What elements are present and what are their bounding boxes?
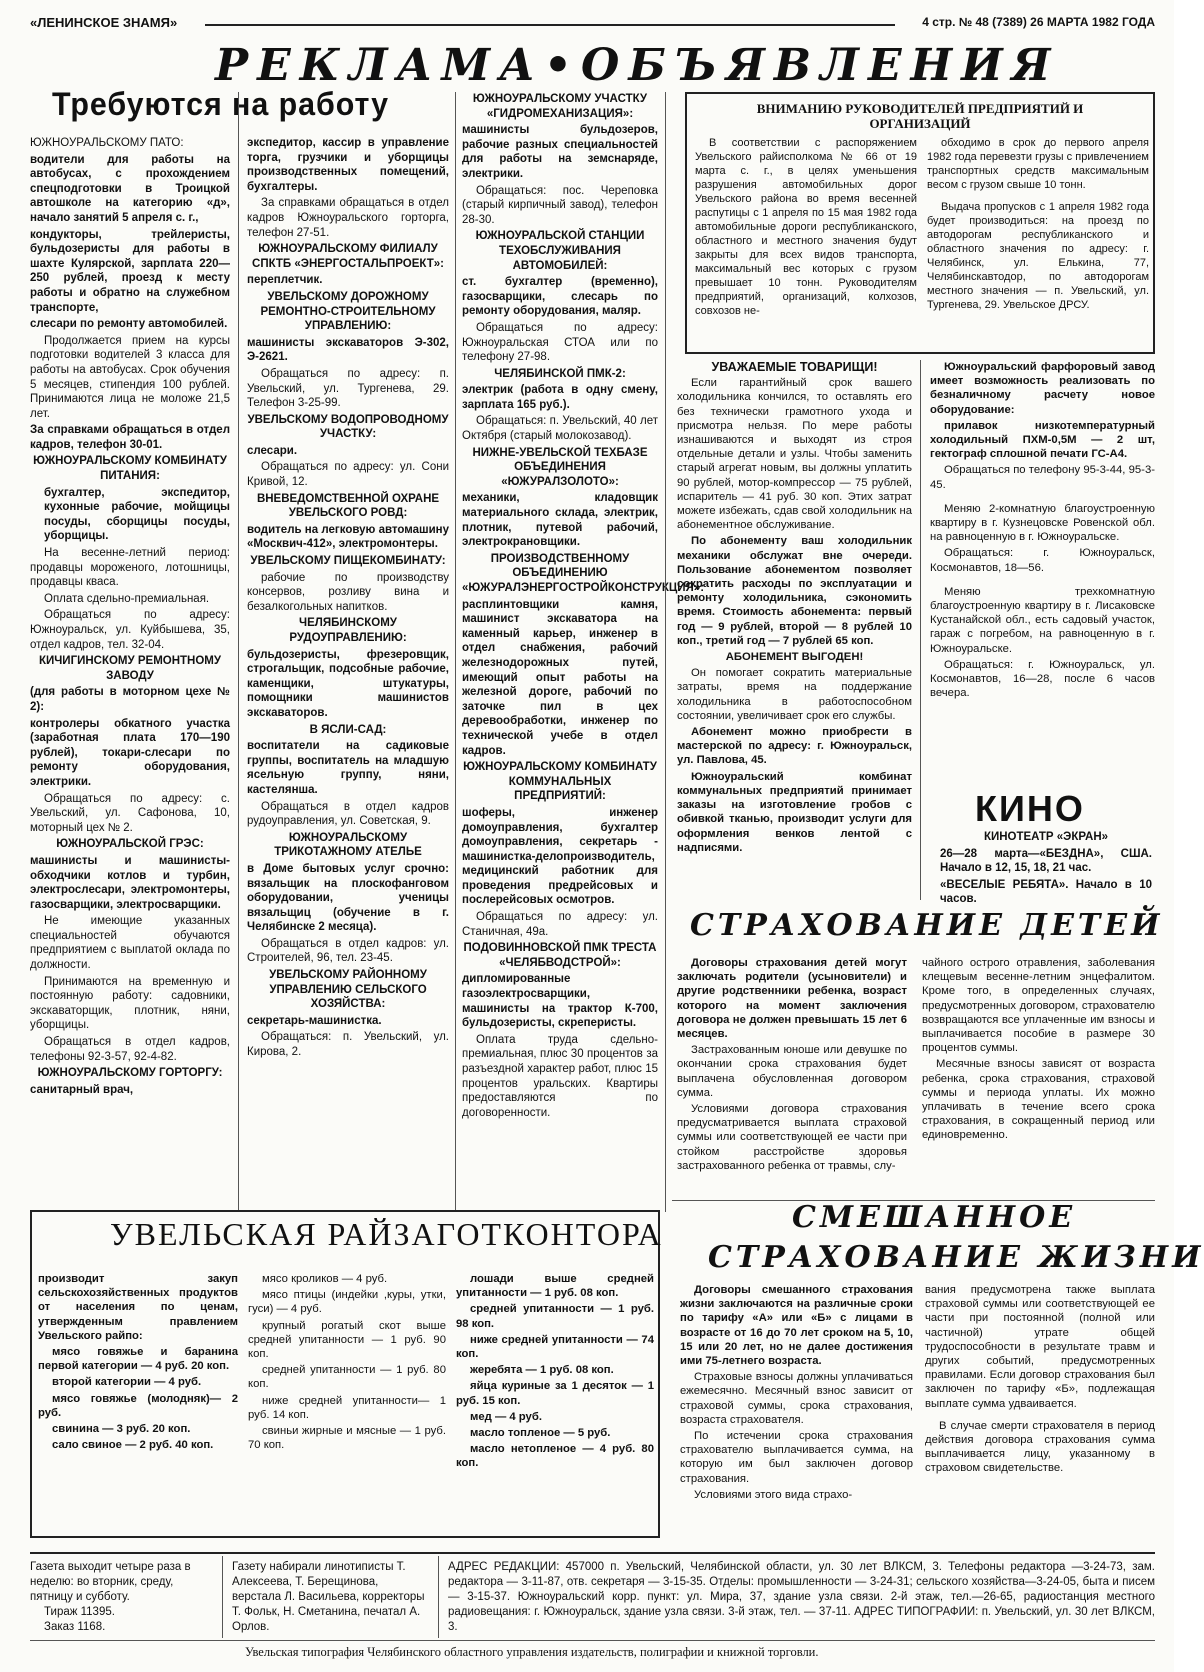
insurance-text: Договоры смешанного страхования жизни заключаются на различные сроки по тарифу «А» или «Б» с лицами в возрасте от 16 до 70 лет сроком на 5, 10, 15 или 20 лет, но не далее достижения ими 75-летнего возраста. [680,1284,913,1368]
job-ad-heading: ЧЕЛЯБИНСКОМУ РУДОУПРАВЛЕНИЮ: [289,617,407,644]
procurement-price: мясо говяжье и баранина первой категории — 4 руб. 20 коп. [38,1346,238,1373]
cinema-showing: 26—28 марта—«БЕЗДНА», США. Начало в 12, 15, 18, 21 час. [940,847,1152,874]
fridge-ad-subtitle: АБОНЕМЕНТ ВЫГОДЕН! [725,651,864,664]
porcelain-ad-text: Обращаться по телефону 95-3-44, 95-3-45. [930,464,1155,491]
footer-text: Заказ 1168. [44,1621,106,1633]
job-ad-text: Не имеющие указанных специальностей обучаются предприятием с выплатой оклада по должности. [30,915,230,972]
insurance-text: Страховые взносы должны уплачиваться ежемесячно. Месячный взнос зависит от страховой суммы, срока страхования, возраста страхователя. [680,1371,913,1426]
job-ad-text: слесари по ремонту автомобилей. [30,318,228,331]
job-ad-heading: ЮЖНОУРАЛЬСКОЙ СТАНЦИИ ТЕХОБСЛУЖИВАНИЯ АВТОМОБИЛЕЙ: [475,230,645,272]
notice-paragraph: В соответствии с распоряжением Увельского райисполкома № 66 от 19 марта с. г., в целях уменьшения разрушения автомобильных дорог Увельского района во время весенней распутицы с 1 апреля по 15 мая 1982 года автомобильные дороги республиканского, областного и местного значения будут закрыты для всех видов транспорта, максимальный вес которых с грузом превышает 10 тонн. Руководителям предприятий, организаций, колхозов, совхозов не- [695,137,917,317]
job-ad-text: контролеры обкатного участка (заработная плата 170—190 рублей), токари-слесари по ремонту оборудования, электрики. [30,717,230,788]
insurance-text: Месячные взносы зависят от возраста ребенка, срока страхования, страховой суммы и периода уплаты. Их можно уплачивать в течение всего срока страхования, в сокращенный период или единовременно. [922,1058,1155,1142]
procurement-price: масло топленое — 5 руб. [470,1427,611,1440]
cinema-schedule [940,830,1152,905]
fridge-ad-text: Абонемент можно приобрести в мастерской по адресу: г. Южноуральск, ул. Павлова, 45. [677,726,912,767]
job-ad-text: Обращаться в отдел кадров рудоуправления, ул. Советская, 9. [247,800,449,828]
job-ad-text: Обращаться по адресу: Южноуральская СТОА или по телефону 27-98. [462,321,658,364]
job-ad-heading: УВЕЛЬСКОМУ ВОДОПРОВОДНОМУ УЧАСТКУ: [247,413,449,441]
job-ad-heading: КИЧИГИНСКОМУ РЕМОНТНОМУ ЗАВОДУ [38,655,222,682]
job-ad-text: Обращаться в отдел кадров: ул. Строителей, 96, тел. 23-45. [247,937,449,965]
procurement-col-1 [38,1272,238,1534]
masthead-rule [205,24,895,26]
job-ad-text: ст. бухгалтер (временно), газосварщики, слесарь по ремонту оборудования, маляр. [462,276,658,318]
procurement-title: УВЕЛЬСКАЯ РАЙЗАГОТКОНТОРА [110,1216,663,1252]
jobs-column-3 [462,92,705,1216]
procurement-price: сало свиное — 2 руб. 40 коп. [52,1439,214,1452]
footer-rule [30,1640,1155,1641]
footer-rule [222,1556,223,1638]
job-ad-text: Обращаться: п. Увельский, ул. Кирова, 2. [247,1031,449,1059]
job-ad-text: слесари. [247,444,298,457]
apartment-exchange-text: Обращаться: г. Южноуральск, ул. Космонавтов, 16—28, после 6 часов вечера. [930,658,1155,700]
fridge-ad-title: УВАЖАЕМЫЕ ТОВАРИЩИ! [711,360,878,374]
job-ad-text: Принимаются на временную и постоянную работу: садовники, экскаваторщик, плотник, няни, уборщицы. [30,975,230,1032]
job-ad-heading: ЮЖНОУРАЛЬСКОМУ ТРИКОТАЖНОМУ АТЕЛЬЕ [274,831,422,859]
job-ad-heading: ЮЖНОУРАЛЬСКОМУ ГОРТОРГУ: [37,1067,223,1080]
job-ad-text: водители для работы на автобусах, с прохождением спецподготовки в Троицкой автошколе на категорию «д», начало занятий 5 апреля с. г., [30,153,230,224]
coffin-service-text: Южноуральский комбинат коммунальных предприятий принимает заказы на изготовление гробов с обивкой тканью, производит услуги для оформления венков лентой с надписями. [677,770,912,854]
procurement-price: второй категории — 4 руб. [52,1376,202,1389]
procurement-price: крупный рогатый скот выше средней упитанности — 1 руб. 90 коп. [248,1319,446,1361]
job-ad-text: Оплата сдельно-премиальная. [44,592,210,605]
issue-info: 4 стр. № 48 (7389) 26 МАРТА 1982 ГОДА [922,15,1155,29]
job-ad-text: кондукторы, трейлеристы, бульдозеристы для работы в шахте Кулярской, зарплата 220—250 рублей, проезд к месту работы и обратно на служебном транспорте, [30,228,230,314]
job-ad-text: Обращаться по адресу: Южноуральск, ул. Куйбышева, 35, отдел кадров, тел. 32-04. [30,609,230,651]
procurement-price: масло нетопленое — 4 руб. 80 коп. [456,1443,654,1470]
porcelain-ad-text: прилавок низкотемпературный холодильный ПХМ-0,5М — 2 шт, гектограф сплошной печати ГС-А4. [930,419,1155,461]
job-ad-heading: УВЕЛЬСКОМУ ПИЩЕКОМБИНАТУ: [250,555,446,568]
job-ad-heading: ПОДОВИННОВСКОЙ ПМК ТРЕСТА «ЧЕЛЯБВОДСТРОЙ»: [463,942,657,969]
child-insurance-title: СТРАХОВАНИЕ ДЕТЕЙ [690,908,1164,943]
job-ad-heading: НИЖНЕ-УВЕЛЬСКОЙ ТЕХБАЗЕ ОБЪЕДИНЕНИЯ «ЮЖУРАЛЗОЛОТО»: [472,446,648,488]
insurance-text: вания предусмотрена также выплата страховой суммы или соответствующей ее части при постоянной (полной или частичной) утрате общей трудоспособности в результате травм и других событий, предусмотренных правилами. Если договор страхования был заключен по тарифу «Б», подлежащая выплате сумма удваивается. [925,1284,1155,1410]
job-ad-heading: ЧЕЛЯБИНСКОЙ ПМК-2: [494,367,626,380]
footer-text: Газета выходит четыре раза в неделю: во вторник, среду, пятницу и субботу. [30,1561,191,1603]
procurement-price: лошади выше средней упитанности — 1 руб. 08 коп. [456,1273,654,1300]
job-ad-text: машинисты и машинисты-обходчики котлов и турбин, электрослесари, электромонтеры, газосварщики, электросварщики. [30,854,230,911]
cinema-name: КИНОТЕАТР «ЭКРАН» [983,831,1109,843]
job-ad-text: На весенне-летний период: продавцы мороженого, лотошницы, продавцы кваса. [30,547,230,589]
job-ad-text: Оплата труда сдельно-премиальная, плюс 30 процентов за разъездной характер работ, плюс 15 процентов уральских. Квартиры предоставляются по договоренности. [462,1033,658,1119]
procurement-price: мед — 4 руб. [470,1410,542,1423]
job-ad-text: Обращаться: п. Увельский, 40 лет Октября (старый молокозавод). [462,415,658,443]
cinema-showing: «ВЕСЕЛЫЕ РЕБЯТА». Начало в 10 часов. [940,878,1152,905]
notice-box [685,92,1155,354]
job-ad-text: Обращаться по адресу: с. Увельский, ул. Сафонова, 10, моторный цех № 2. [30,792,230,834]
child-insurance-left [677,956,907,1202]
job-ad-text: Обращаться: пос. Череповка (старый кирпичный завод), телефон 28-30. [462,184,658,226]
mixed-insurance-title-1: СМЕШАННОЕ [792,1200,1077,1235]
apartment-exchange-text: Меняю 2-комнатную благоустроенную квартиру в г. Кузнецовске Ровенской обл. на равноценную в г. Южноуральске. [930,502,1155,544]
procurement-col-2 [248,1272,446,1534]
notice-right-text [927,136,1149,351]
job-ad-heading: ЮЖНОУРАЛЬСКОЙ ГРЭС: [56,838,204,851]
procurement-price: свинина — 3 руб. 20 коп. [52,1423,191,1436]
job-ad-text: Обращаться по адресу: ул. Станичная, 49а. [462,911,658,938]
job-ad-text: машинисты экскаваторов Э-302, Э-2621. [247,336,449,364]
job-ad-heading: ЮЖНОУРАЛЬСКОМУ КОМБИНАТУ ПИТАНИЯ: [33,455,227,483]
job-ad-text: шоферы, инженер домоуправления, бухгалтер домоуправления, секретарь - машинистка-делопроизводитель, медицинский работник для проведения предрейсовых и послерейсовых осмотров. [462,806,658,907]
job-ad-text: бухгалтер, экспедитор, кухонные рабочие, мойщицы посуды, сборщицы посуды, уборщицы. [44,486,230,543]
notice-left-text [695,136,917,351]
insurance-text: В случае смерти страхователя в период действия договора страхования сумма выплачивается лицу, указанному в страховом свидетельстве. [925,1419,1155,1475]
apartment-exchange-text: Меняю трехкомнатную благоустроенную квартиру в г. Лисаковске Кустанайской обл., есть садовый участок, гараж с погребом, на равноценную в г. Южноуральске. [930,585,1155,655]
footer-rule [438,1556,439,1638]
jobs-title: Требуются на работу [52,86,389,122]
masthead [30,12,1155,34]
job-ad-text: За справками обращаться в отдел кадров, телефон 30-01. [30,424,230,451]
mixed-insurance-left [680,1283,913,1533]
procurement-price: яйца куриные за 1 десяток — 1 руб. 15 коп. [456,1380,654,1407]
porcelain-factory-ad [930,360,1155,780]
procurement-price: ниже средней упитанности — 74 коп. [456,1333,654,1361]
fridge-ad-text: По абонементу ваш холодильник механики обслужат вне очереди. Пользование абонементом позволяет сократить расходы по эксплуатации и ремонту холодильника, сэкономить время. Стоимость абонемента: первый год — 9 рублей, второй — 8 рублей 10 коп., третий год — 7 рублей 65 коп. [677,535,912,647]
printing-house: Увельская типография Челябинского областного управления издательств, полиграфии и книжной торговли. [245,1645,819,1659]
notice-paragraph: Выдача пропусков с 1 апреля 1982 года будет производиться: на проезд по автодорогам республиканского и областного значения по адресу: г. Челябинск, ул. Елькина, 77, Челябинскавтодор, по автодорогам местного значения — п. Увельский, ул. Тургенева, 29. Увельское ДРСУ. [927,201,1149,311]
mixed-insurance-right [925,1283,1155,1533]
jobs-column-1 [30,136,230,1216]
procurement-price: средней упитанности — 1 руб. 80 коп. [248,1364,446,1391]
child-insurance-right [922,956,1155,1202]
fridge-ad-text: Он помогает сократить материальные затраты, время на поддержание холодильника в работоспособном состоянии, увеличивает срок его службы. [677,667,912,722]
column-rule [920,360,921,900]
fridge-service-ad [677,360,912,905]
insurance-text: Застрахованным юноше или девушке по окончании срока страхования будет выплачена обусловленная договором сумма. [677,1044,907,1099]
job-ad-heading: УВЕЛЬСКОМУ ДОРОЖНОМУ РЕМОНТНО-СТРОИТЕЛЬНОМУ УПРАВЛЕНИЮ: [260,290,436,333]
job-ad-text: Обращаться в отдел кадров, телефоны 92-3-57, 92-4-82. [30,1036,230,1063]
job-ad-text: За справками обращаться в отдел кадров Южноуральского горторга, телефон 27-51. [247,197,449,239]
job-ad-heading: ВНЕВЕДОМСТВЕННОЙ ОХРАНЕ УВЕЛЬСКОГО РОВД: [256,492,440,520]
procurement-price: мясо кроликов — 4 руб. [262,1273,388,1285]
procurement-price: ниже средней упитанности— 1 руб. 14 коп. [248,1394,446,1421]
notice-title: ВНИМАНИЮ РУКОВОДИТЕЛЕЙ ПРЕДПРИЯТИЙ И ОРГАНИЗАЦИЙ [756,101,1084,131]
fridge-ad-text: Если гарантийный срок вашего холодильника кончился, то оставлять его без технически грамотного ухода и присмотра нельзя. По мере работы изнашиваются и выходят из строя отдельные детали и узлы. Чтобы заменить старый агрегат новым, вы должны уплатить 90 рублей, мотор-компрессор — 75 рублей, испаритель — 41 руб. 30 коп. Этих затрат можете избежать, сдав свой холодильник на абонементное обслуживание. [677,377,912,532]
job-ad-text: водитель на легковую автомашину «Москвич-412», электромонтеры. [247,523,449,551]
procurement-price: средней упитанности — 1 руб. 98 коп. [456,1303,654,1330]
job-ad-heading: ЮЖНОУРАЛЬСКОМУ ФИЛИАЛУ СПКТБ «ЭНЕРГОСТАЛЬПРОЕКТ»: [252,243,444,270]
porcelain-ad-text: Южноуральский фарфоровый завод имеет возможность реализовать по безналичному расчету новое оборудование: [930,361,1155,416]
insurance-text: чайного острого отравления, заболевания клещевым весенне-летним энцефалитом. Кроме того, в определенных случаях, предусмотренных договором, страхователю возвращаются все уплаченные им взносы и выплачивается пособие в размере 30 процентов суммы. [922,957,1155,1055]
procurement-price: мясо птицы (индейки ,куры, утки, гуси) — 4 руб. [248,1289,446,1316]
insurance-text: Условиями договора страхования предусматривается выплата страховой суммы или соответствующей ее части при стойком расстройстве здоровья застрахованного ребенка от травмы, слу- [677,1103,907,1172]
insurance-text: Условиями этого вида страхо- [694,1488,853,1501]
job-ad-text: санитарный врач, [30,1083,134,1096]
job-ad-heading: ЮЖНОУРАЛЬСКОМУ ПАТО: [30,137,184,149]
job-ad-heading: ПРОИЗВОДСТВЕННОМУ ОБЪЕДИНЕНИЮ «ЮЖУРАЛЭНЕРГОСТРОЙКОНСТРУКЦИЯ»: [462,552,705,594]
footer-address: АДРЕС РЕДАКЦИИ: 457000 п. Увельский, Челябинской области, ул. 30 лет ВЛКСМ, 3. Телефоны редактора —3-24-73, зам. редактора — 3-11-87, отв. секретаря — 3-15-35. Отделы: промышленности — 3-24-31; сельского хозяйства—3-24-05, быта и писем— 3-15-37. Южноуральский корр. пункт: ул. Мира, 37, здание узла связи. 2-й этаж, тел.—26-65, радиостанция местного радиовещания: г. Южноуральск, здание узла связи. 3-й этаж, тел. — 37-11. АДРЕС ТИПОГРАФИИ: п. Увельский, ул. 30 лет ВЛКСМ, 3. [448,1561,1155,1633]
job-ad-heading: ЮЖНОУРАЛЬСКОМУ УЧАСТКУ «ГИДРОМЕХАНИЗАЦИЯ»: [472,93,648,120]
insurance-text: По истечении срока страхования страхователю выплачивается сумма, на которую им был заключен договор страхования. [680,1430,913,1485]
procurement-price: жеребята — 1 руб. 08 коп. [470,1364,614,1377]
procurement-text: производит закуп сельскохозяйственных продуктов от населения по ценам, утвержденным правлением Увельского райпо: [38,1273,238,1342]
job-ad-text: Обращаться по адресу: п. Увельский, ул. Тургенева, 29. Телефон 3-25-99. [247,367,449,410]
procurement-col-3 [456,1272,654,1534]
mixed-insurance-title-2: СТРАХОВАНИЕ ЖИЗНИ [708,1240,1204,1275]
job-ad-text: дипломированные газоэлектросварщики, машинисты на трактор К-700, бульдозеристы, скреперисты. [462,973,658,1030]
newspaper-name: «ЛЕНИНСКОЕ ЗНАМЯ» [30,15,178,30]
notice-paragraph: обходимо в срок до первого апреля 1982 года перевезти грузы с привлечением транспортных средств максимальным весом с грузом свыше 10 тонн. [927,137,1149,191]
footer-publication-info [30,1560,215,1635]
job-ad-text: рабочие по производству консервов, розливу вина и безалкогольных напитков. [247,571,449,613]
job-ad-text: расплинтовщики камня, машинист экскаватора на каменный карьер, инженер в отдел снабжения, рабочий железнодорожных путей, имеющий опыт работы на железной дороге, рабочий по заточке пил в цех деревообработки, инженер по технической учебе в отдел кадров. [462,598,658,757]
insurance-text: Договоры страхования детей могут заключать родители (усыновители) и другие родственники ребенка, возраст которого на момент заключения договора не должен превышать 15 лет 6 месяцев. [677,957,907,1041]
job-ad-text: воспитатели на садиковые группы, воспитатель на младшую ясельную группу, няни, кастелянша. [247,740,449,796]
job-ad-text: переплетчик. [247,274,323,287]
job-ad-text: бульдозеристы, фрезеровщик, строгальщик, подсобные рабочие, каменщики, штукатуры, помощники машинистов экскаваторов. [247,648,449,719]
procurement-price: свиньи жирные и мясные — 1 руб. 70 коп. [248,1425,446,1452]
job-ad-text: электрик (работа в одну смену, зарплата 165 руб.). [462,384,658,411]
job-ad-text: (для работы в моторном цехе № 2): [30,686,230,713]
section-rule [672,1200,1155,1201]
jobs-column-2 [247,136,449,1216]
job-ad-text: механики, кладовщик материального склада, электрик, плотник, путевой рабочий, электрокрановщики. [462,492,658,549]
job-ad-text: экспедитор, кассир в управление торга, грузчики и уборщицы производственных помещений, бухгалтеры. [247,137,449,193]
job-ad-text: Обращаться по адресу: ул. Сони Кривой, 12. [247,461,449,489]
job-ad-text: в Доме бытовых услуг срочно: вязальщик на плоскофанговом оборудовании, ученицы вязальщиц (обучение в г. Челябинске 2 месяца). [247,862,449,934]
column-rule [665,92,666,1212]
job-ad-heading: В ЯСЛИ-САД: [309,723,387,736]
banner-title: РЕКЛАМА•ОБЪЯВЛЕНИЯ [215,40,1060,91]
footer-rule [30,1552,1155,1554]
procurement-price: мясо говяжье (молодняк)— 2 руб. [38,1392,238,1419]
apartment-exchange-text: Обращаться: г. Южноуральск, Космонавтов, 18—56. [930,547,1155,574]
job-ad-heading: УВЕЛЬСКОМУ РАЙОННОМУ УПРАВЛЕНИЮ СЕЛЬСКОГО ХОЗЯЙСТВА: [269,969,427,1011]
job-ad-text: Продолжается прием на курсы подготовки водителей 3 класса для работы на автобусах. Срок обучения 5 месяцев, стипендия 100 рублей. Принимаются лица не моложе 21,5 лет. [30,334,230,420]
column-rule [455,92,456,1212]
footer-text: Тираж 11395. [44,1606,115,1618]
job-ad-text: секретарь-машинистка. [247,1014,382,1027]
footer-staff: Газету набирали линотиписты Т. Алексеева, Т. Берещинова, верстала Л. Васильева, корректоры Т. Фольк, Н. Сметанина, печатал А. Орлов. [232,1561,425,1633]
job-ad-text: машинисты бульдозеров, рабочие разных специальностей для работы на земснаряде, электрики. [462,124,658,180]
job-ad-heading: ЮЖНОУРАЛЬСКОМУ КОМБИНАТУ КОММУНАЛЬНЫХ ПРЕДПРИЯТИЙ: [463,761,657,803]
column-rule [238,92,239,1212]
cinema-title: КИНО [975,788,1085,829]
